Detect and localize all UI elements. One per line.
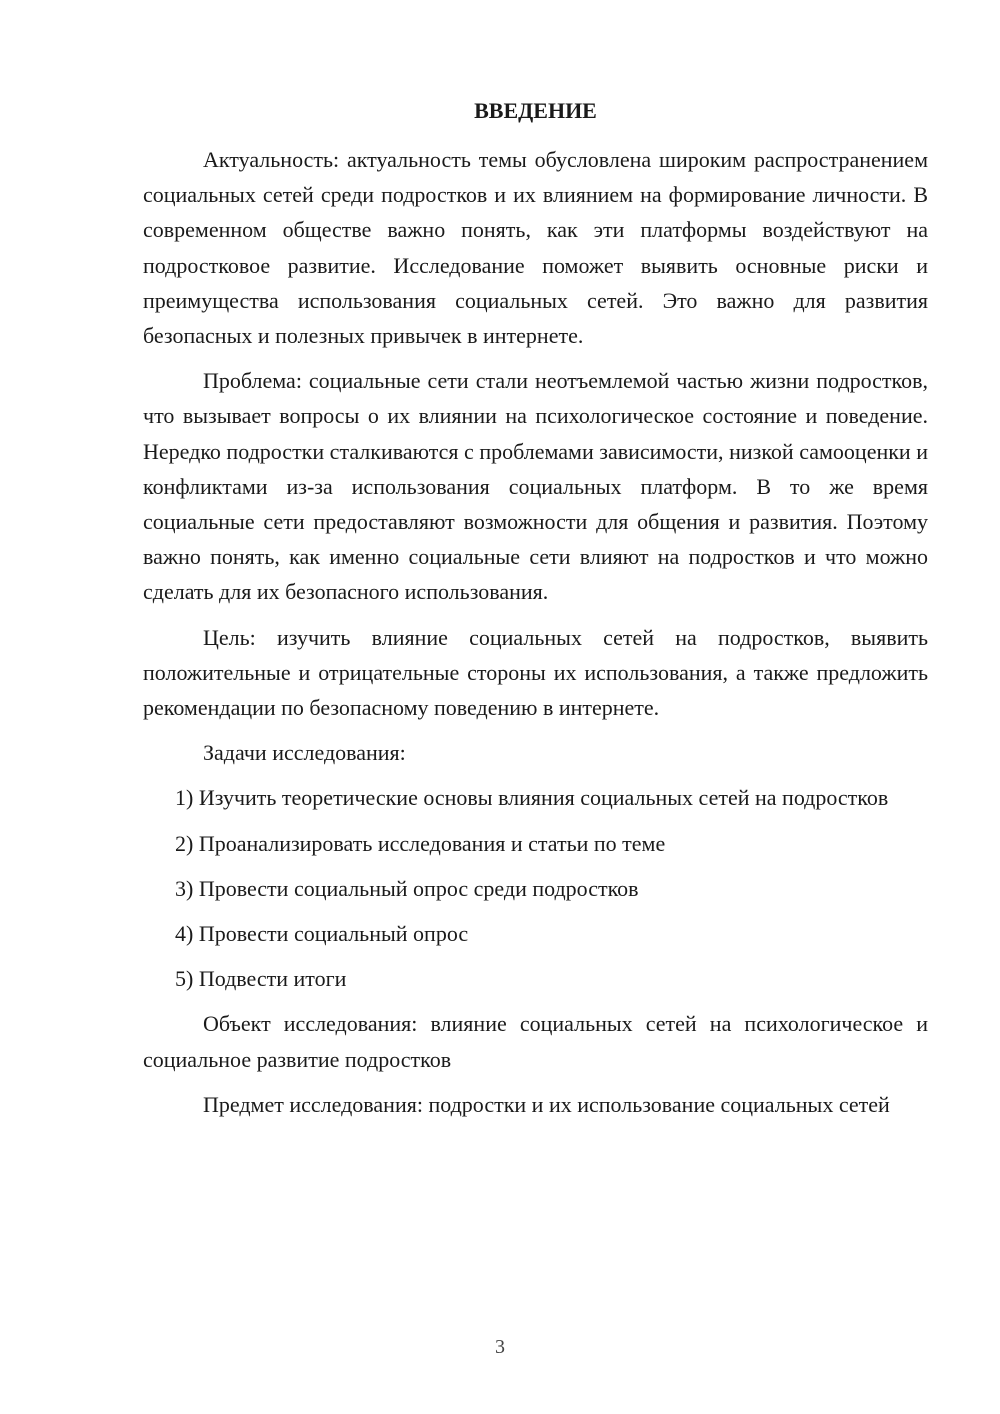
object-paragraph: Объект исследования: влияние социальных сетей на психологическое и социальное развитие подростков [143,1011,928,1072]
problem-paragraph: Проблема: социальные сети стали неотъемлемой частью жизни подростков, что вызывает вопросы о их влиянии на психологическое состояние и поведение. Нередко подростки сталкиваются с проблемами зависимости, низкой самооценки и конфликтами из-за использования социальных платформ. В то же время социальные сети предоставляют возможности для общения и развития. Поэтому важно понять, как именно социальные сети влияют на подростков и что можно сделать для их безопасного использования. [143,368,928,605]
list-item: 1) Изучить теоретические основы влияния социальных сетей на подростков [175,785,889,811]
list-item: 5) Подвести итоги [175,966,347,992]
subject-paragraph: Предмет исследования: подростки и их использование социальных сетей [203,1091,890,1117]
page-number: 3 [495,1336,505,1358]
list-item: 3) Провести социальный опрос среди подростков [175,875,639,901]
list-item: 4) Провести социальный опрос [175,921,469,947]
document-body [143,142,928,1132]
tasks-list [143,780,928,996]
list-item: 2) Проанализировать исследования и статьи по теме [175,830,666,856]
page-title: ВВЕДЕНИЕ [474,98,597,123]
relevance-paragraph: Актуальность: актуальность темы обусловлена широким распространением социальных сетей среди подростков и их влиянием на формирование личности. В современном обществе важно понять, как эти платформы воздействуют на подростковое развитие. Исследование поможет выявить основные риски и преимущества использования социальных сетей. Это важно для развития безопасных и полезных привычек в интернете. [143,147,928,349]
tasks-heading: Задачи исследования: [203,740,406,766]
goal-paragraph: Цель: изучить влияние социальных сетей на подростков, выявить положительные и отрицательные стороны их использования, а также предложить рекомендации по безопасному поведению в интернете. [143,624,928,721]
document-page [143,0,928,1414]
